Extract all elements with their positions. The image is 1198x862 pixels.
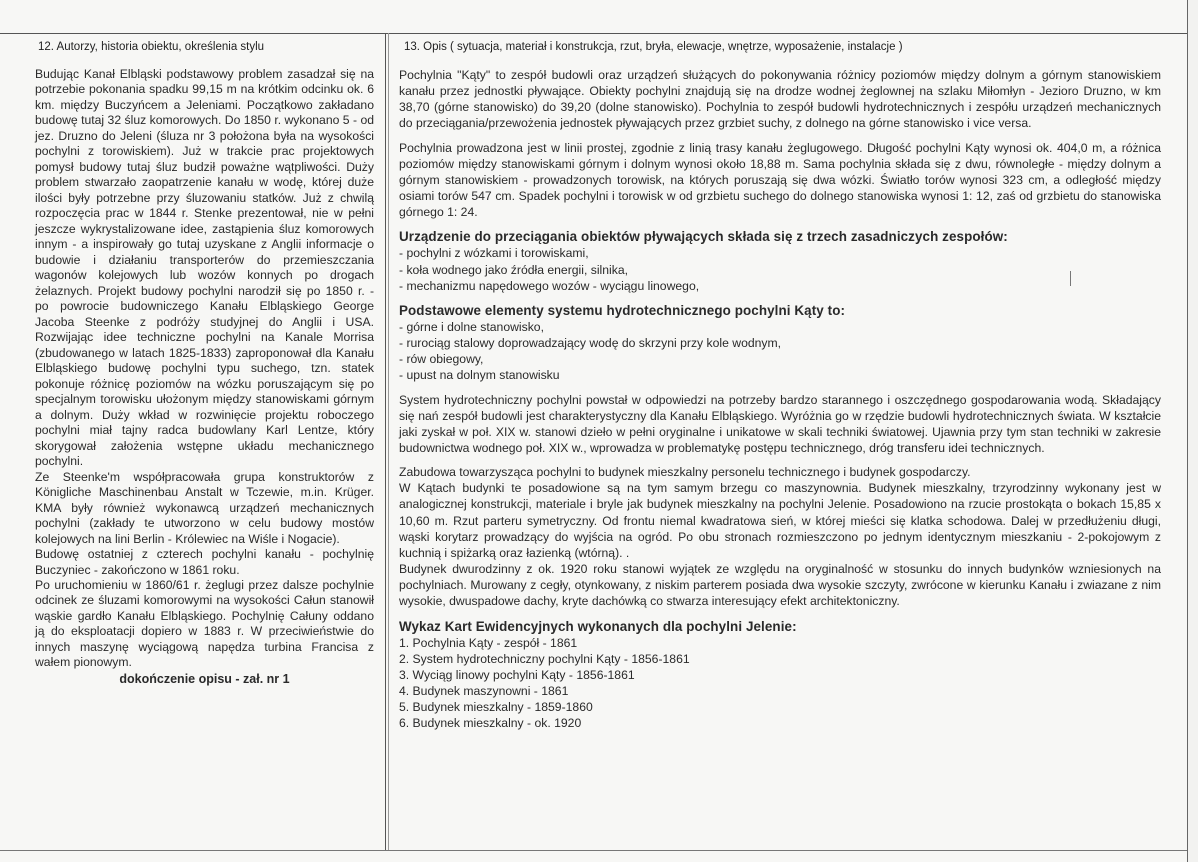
top-frame-line [0,0,1198,34]
buildings-paragraph-2: Budynek dwurodzinny z ok. 1920 roku stanowi wyjątek ze względu na oryginalność w stosunku do innych budynków wzniesionych na pochylniach. Murowany z cegły, otynkowany, z niskim parterem posiada dwa wysokie szczyty, zwrócone w kierunku Kanału i zwiazane z nim wysokie, dwuspadowe dachy, kryte dachówką co stwarza interesujący efekt architektoniczny. [399,562,1161,609]
buildings-paragraph-1: W Kątach budynki te posadowione są na tym samym brzegu co maszynownia. Budynek mieszkalny, trzyrodzinny wykonany jest w analogicznej konstrukcji, materiale i bryle jak budynek mieszkalny na pochylni Jelenie. Posadowiono na rzucie prostokąta o bokach 15,85 x 10,60 m. Rzut parteru symetryczny. Od frontu niemal kwadratowa sień, w której mieści się klatka schodowa. Dalej w przedłużeniu długi, wąski korytarz prowadzący do wyjścia na ogród. Po obu stronach rozmieszczono po jednym identycznym mieszkaniu - 2-pokojowym z kuchnią i spiżarką oraz łazienką (wtórną). . [399,481,1161,560]
list-item: 6. Budynek mieszkalny - ok. 1920 [399,716,582,731]
list-item: 4. Budynek maszynowni - 1861 [399,684,569,698]
list-item: 3. Wyciąg linowy pochylni Kąty - 1856-1861 [399,667,635,682]
list-item: - upust na dolnym stanowisku [399,368,560,383]
list-item: - górne i dolne stanowisko, [399,319,544,334]
list-item: - mechanizmu napędowego wozów - wyciągu linowego, [399,278,700,293]
list-item: - koła wodnego jako źródła energii, silnika, [399,262,628,277]
list-item: - rurociąg stalowy doprowadzający wodę do skrzyni przy kole wodnym, [399,336,782,351]
history-column [35,67,374,687]
records-heading: Wykaz Kart Ewidencyjnych wykonanych dla pochylni Jelenie: [399,618,797,634]
column-divider [385,33,386,850]
mechanism-heading: Urządzenie do przeciągania obiektów pływających składa się z trzech zasadniczych zespołów: [399,229,1008,245]
list-item: - pochylni z wózkami i torowiskami, [399,246,589,261]
description-paragraph-3: System hydrotechniczny pochylni powstał w odpowiedzi na potrzeby bardzo starannego i oszczędnego gospodarowania wodą. Składający się nań zespół budowli jest charakterystyczny dla Kanału Elbląskiego. Wyróżnia go w rzędzie budowli hydrotechnicznych świata. W kształcie jaki zyskał w poł. XIX w. stanowi dzieło w pełni oryginalne i unikatowe w skali techniki światowej. Ujawnia przy tym stan techniki w zakresie budownictwa wodnego poł. XIX w., wprowadza w problematykę postępu technicznego, dróg transferu idei technicznych. [399,392,1161,455]
mechanism-list [399,245,1161,293]
continuation-note: dokończenie opisu - zał. nr 1 [119,671,290,686]
history-paragraph-4: Po uruchomieniu w 1860/61 r. żeglugi przez dalsze pochylnie odcinek ze śluzami komorowymi na wysokości Całun stanowił wąskie gardło Kanału Elbląskiego. Pochylnię Całuny oddano ją do eksploatacji dopiero w 1883 r. W przeciwieństwie do innych maszynę wyciągową napędza turbina Francisa z wałem pionowym. [35,577,374,670]
column-divider-inner [388,33,389,850]
history-paragraph-1: Budując Kanał Elbląski podstawowy problem zasadzał się na potrzebie pokonania spadku 99,15 m na krótkim odcinku ok. 6 km. między Buczyńcem a Jeleniami. Początkowo zakładano budowę tutaj 32 śluz komorowych. Do 1850 r. wykonano 5 - od jez. Druzno do Jeleni (śluza nr 3 położona była na wysokości pochylni z torowiskiem). Już w trakcie prac projektowych pomysł budowy tutaj śluz budził poważne wątpliwości. Duży problem stwarzało zaopatrzenie kanału w wodę, której duże ilości były potrzebne przy śluzowaniu statków. Już z chwilą rozpoczęcia prac w 1844 r. Stenke prezentował, nie w pełni jeszcze wykrystalizowane idee, zastąpienia śluz komorowych innym - a inspirowały go tutaj uzyskane z Anglii informacje o budowie i działaniu transporterów do przemieszczania wagonów kolejowych lub wozów konnych po drogach żelaznych. Projekt budowy pochylni narodził się po 1850 r. - po powrocie budowniczego Kanału Elbląskiego George Jacoba Steenke z podróży studyjnej do Anglii i USA. Rozwijając idee techniczne pochylni na Kanale Morrisa (zbudowanego w latach 1825-1833) zaproponował dla Kanału Elbląskiego budowę pochylni typu suchego, tzn. statek pokonuje różnicę poziomów na wózku poruszającym się po specjalnym torowisku ułożonym między stanowiskami górnym a dolnym. Duży wkład w rozwinięcie projektu roboczego pochylni miał tajny radca budowlany Karl Lentze, który skorygował założenia wstępne układu mechanicznego pochylni. [35,67,374,469]
bottom-frame-line [0,850,1198,851]
hydrotechnical-heading: Podstawowe elementy systemu hydrotechnicznego pochylni Kąty to: [399,302,846,318]
section-13-header: 13. Opis ( sytuacja, materiał i konstrukcja, rzut, bryła, elewacje, wnętrze, wyposażenie, instalacje ) [404,41,903,53]
list-item: 5. Budynek mieszkalny - 1859-1860 [399,700,593,715]
description-paragraph-1: Pochylnia "Kąty" to zespół budowli oraz urządzeń służących do pokonywania różnicy poziomów między dolnym a górnym stanowiskiem kanału przez jednostki pływające. Obiekty pochylni znajdują się na drodze wodnej żeglownej na szlaku Miłomłyn - Jezioro Druzno, w km 38,70 (górne stanowisko) do 39,20 (dolne stanowisko). Pochylnia to zespół budowli hydrotechnicznych i zespółu urządzeń mechanicznych do przeciągania/przewożenia jednostek pływających przez grzbiet suchy, z dolnego na górne stanowisko i vice versa. [399,68,1161,131]
records-list [399,635,1161,732]
list-item: 2. System hydrotechniczny pochylni Kąty - 1856-1861 [399,651,690,666]
section-12-header: 12. Autorzy, historia obiektu, określenia stylu [38,41,265,53]
buildings-intro: Zabudowa towarzysząca pochylni to budynek mieszkalny personelu technicznego i budynek gospodarczy. [399,465,971,480]
hydrotechnical-list [399,319,1161,384]
history-paragraph-3: Budowę ostatniej z czterech pochylni kanału - pochylnię Buczyniec - zakończono w 1861 roku. [35,547,374,577]
history-paragraph-2: Ze Steenke'm współpracowała grupa konstruktorów z Königliche Maschinenbau Anstalt w Tczewie, m.in. Krüger. KMA były również wykonawcą urządzeń mechanicznych pochylni (zakłady te utworzono w celu budowy mostów kolejowych na lini Berlin - Królewiec na Wiśle i Nogacie). [35,469,374,546]
description-column [399,67,1161,739]
description-paragraph-2: Pochylnia prowadzona jest w linii prostej, zgodnie z linią trasy kanału żeglugowego. Długość pochylni Kąty wynosi ok. 404,0 m, a różnica poziomów między stanowiskami górnym i dolnym wynosi około 18,88 m. Sama pochylnia składa się z dwu, równoległe - między dolnym a górnym stanowiskiem - prowadzonych torowisk, na których poruszają się dwa wózki. Światło torów wynosi 323 cm, a odległość między osiami torów 547 cm. Spadek pochylni i torowisk w od grzbietu suchego do dolnego stanowiska wynosi 1: 12, zaś od grzbietu do stanowiska górnego 1: 24. [399,140,1161,220]
page-edge [1187,0,1198,862]
pen-mark [1070,271,1071,286]
list-item: 1. Pochylnia Kąty - zespół - 1861 [399,635,578,650]
list-item: - rów obiegowy, [399,352,484,367]
